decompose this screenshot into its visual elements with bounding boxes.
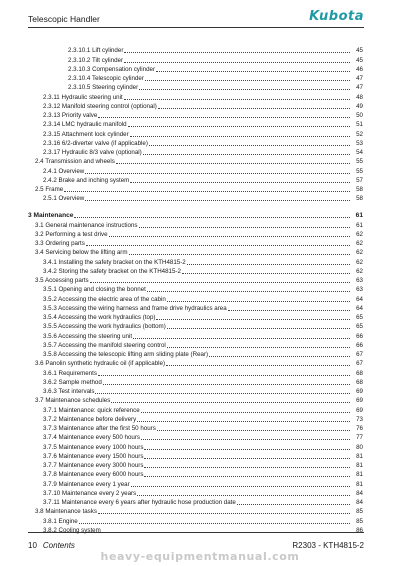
toc-leader-dots: [109, 236, 350, 237]
toc-entry-page: 62: [356, 240, 363, 247]
toc-entry[interactable]: [28, 367, 363, 376]
toc-entry[interactable]: [28, 340, 363, 349]
toc-entry-label: 3.7.4 Maintenance every 500 hours: [43, 434, 140, 442]
footer-section: Contents: [42, 541, 75, 550]
toc-entry-page: 50: [356, 112, 363, 119]
toc-entry-label: 3.7.2 Maintenance before delivery: [43, 415, 137, 423]
toc-leader-dots: [86, 245, 350, 246]
toc-entry-page: 69: [356, 406, 363, 414]
toc-entry[interactable]: [28, 184, 363, 193]
toc-entry[interactable]: [28, 256, 363, 265]
toc-leader-dots: [167, 301, 350, 302]
toc-entry[interactable]: [28, 54, 363, 63]
toc-entry[interactable]: [28, 229, 363, 238]
toc-entry-page: 55: [356, 158, 363, 166]
toc-entry-page: 66: [356, 332, 363, 340]
toc-leader-dots: [166, 365, 350, 366]
toc-entry-label: 2.4.2 Brake and inching system: [43, 176, 130, 184]
toc-entry-page: 62: [356, 258, 363, 266]
toc-leader-dots: [111, 402, 350, 403]
footer-divider: [28, 532, 364, 533]
toc-entry-page: 65: [356, 323, 363, 331]
toc-entry-label: 3.8.1 Engine: [43, 517, 78, 525]
toc-entry-label: 2.3.15 Attachment lock cylinder: [43, 130, 129, 138]
toc-entry-label: 3.7 Maintenance schedules: [35, 397, 111, 405]
toc-entry[interactable]: [28, 91, 363, 100]
toc-leader-dots: [139, 227, 351, 228]
toc-entry-label: 2.3.11 Hydraulic steering unit: [43, 93, 123, 101]
toc-entry[interactable]: [28, 110, 363, 119]
toc-entry-label: 2.3.12 Manifold steering control (optional): [43, 102, 157, 110]
toc-entry[interactable]: [28, 423, 363, 432]
toc-entry[interactable]: [28, 451, 363, 460]
toc-entry-label: 3.6 Panolin synthetic hydraulic oil (if applicable): [35, 360, 166, 368]
toc-entry-page: 86: [356, 526, 363, 534]
toc-entry-label: 3.8 Maintenance tasks: [35, 508, 97, 516]
toc-entry-label: 3.5.1 Opening and closing the bonnet: [43, 286, 146, 294]
toc-entry-page: 68: [356, 369, 363, 377]
toc-entry-page: 84: [356, 489, 363, 497]
toc-entry-page: 67: [356, 360, 363, 368]
toc-entry[interactable]: [28, 202, 363, 219]
toc-leader-dots: [167, 328, 350, 329]
toc-entry-page: 52: [356, 130, 363, 138]
toc-leader-dots: [130, 136, 350, 137]
toc-entry-page: 63: [356, 286, 363, 294]
toc-entry-label: 3.7.5 Maintenance every 1000 hours: [43, 443, 144, 451]
footer-left: [28, 541, 75, 550]
toc-leader-dots: [156, 71, 350, 72]
toc-entry[interactable]: [28, 488, 363, 497]
toc-entry-label: 2.3.17 Hydraulic 8/3 valve (optional): [43, 149, 142, 156]
toc-leader-dots: [133, 338, 350, 339]
toc-entry-label: 2.4.1 Overview: [43, 167, 85, 175]
toc-entry-page: 66: [356, 341, 363, 349]
toc-entry-label: 3.7.8 Maintenance every 6000 hours: [43, 471, 144, 479]
toc-leader-dots: [128, 126, 350, 127]
toc-leader-dots: [182, 273, 350, 274]
toc-entry[interactable]: [28, 497, 363, 506]
toc-entry[interactable]: [28, 377, 363, 386]
watermark: heavy-equipmentmanual.com: [100, 550, 300, 563]
toc-entry[interactable]: [28, 128, 363, 137]
toc-entry-page: 85: [356, 508, 363, 516]
header-title: Telescopic Handler: [28, 14, 100, 24]
toc-entry-page: 62: [356, 249, 363, 257]
toc-entry-page: 81: [356, 452, 363, 460]
toc-leader-dots: [98, 513, 350, 514]
toc-entry-page: 58: [356, 186, 363, 193]
toc-entry[interactable]: [28, 404, 363, 413]
toc-leader-dots: [116, 163, 350, 164]
toc-entry-label: 2.4 Transmission and wheels: [35, 158, 115, 166]
toc-entry-page: 80: [356, 443, 363, 451]
toc-entry[interactable]: [28, 219, 363, 228]
toc-entry-label: 3.5.3 Accessing the wiring harness and frame drive hydraulics area: [43, 304, 227, 312]
footer-doc-code: R2303 - KTH4815-2: [292, 541, 364, 550]
toc-entry-page: 67: [356, 351, 363, 358]
toc-leader-dots: [167, 347, 350, 348]
toc-leader-dots: [158, 108, 350, 109]
toc-entry[interactable]: [28, 321, 363, 330]
toc-entry-label: 3.5.7 Accessing the manifold steering control: [43, 341, 166, 349]
toc-entry-label: 3.6.3 Test intervals: [43, 388, 95, 395]
toc-entry[interactable]: [28, 441, 363, 450]
toc-entry[interactable]: [28, 101, 363, 110]
toc-leader-dots: [228, 310, 350, 311]
toc-entry[interactable]: [28, 395, 363, 404]
toc-entry-page: 69: [356, 388, 363, 395]
toc-entry-page: 76: [356, 425, 363, 432]
toc-entry-label: 3.5.8 Accessing the telescopic lifting arm sliding plate (Rear): [43, 351, 209, 358]
toc-entry[interactable]: [28, 478, 363, 487]
footer-page-number: 10: [28, 541, 37, 550]
toc-entry-label: 2.3.10.4 Telescopic cylinder: [68, 75, 144, 82]
toc-entry[interactable]: [28, 460, 363, 469]
toc-entry[interactable]: [28, 330, 363, 339]
toc-leader-dots: [90, 282, 350, 283]
toc-leader-dots: [137, 495, 350, 496]
toc-leader-dots: [237, 504, 350, 505]
toc-entry-label: 3.8.2 Cooling system: [43, 526, 101, 534]
toc-entry[interactable]: [28, 358, 363, 367]
toc-leader-dots: [130, 182, 350, 183]
toc-entry-label: 3.7.1 Maintenance: quick reference: [43, 406, 140, 414]
toc-entry-label: 3.4.2 Storing the safety bracket on the KTH4815-2: [43, 267, 181, 275]
toc-leader-dots: [209, 356, 350, 357]
toc-entry[interactable]: [28, 64, 363, 73]
toc-entry-label: 3.1 General maintenance instructions: [35, 221, 138, 229]
toc-entry[interactable]: [28, 284, 363, 293]
toc-entry-label: 3.5.6 Accessing the steering unit: [43, 332, 133, 340]
toc-leader-dots: [85, 200, 350, 201]
toc-entry[interactable]: [28, 82, 363, 91]
toc-entry-page: 85: [356, 517, 363, 525]
toc-leader-dots: [98, 117, 350, 118]
toc-leader-dots: [145, 80, 350, 81]
toc-entry[interactable]: [28, 156, 363, 165]
toc-entry-label: 2.5 Frame: [35, 186, 64, 193]
toc-entry-page: 47: [356, 75, 363, 82]
toc-entry-page: 49: [356, 102, 363, 110]
toc-leader-dots: [144, 467, 350, 468]
toc-entry-page: 84: [356, 499, 363, 506]
toc-entry-label: 3.5 Accessing parts: [35, 277, 89, 284]
toc-entry[interactable]: [28, 303, 363, 312]
toc-leader-dots: [131, 486, 350, 487]
toc-leader-dots: [137, 421, 350, 422]
toc-entry[interactable]: [28, 506, 363, 515]
toc-leader-dots: [64, 191, 350, 192]
toc-leader-dots: [156, 319, 350, 320]
toc-entry[interactable]: [28, 165, 363, 174]
toc-entry-label: 2.3.16 6/2-diverter valve (if applicable): [43, 139, 148, 147]
toc-entry[interactable]: [28, 119, 363, 128]
toc-entry-label: 2.3.10.1 Lift cylinder: [68, 47, 124, 55]
toc-entry[interactable]: [28, 275, 363, 284]
toc-entry-page: 64: [356, 304, 363, 312]
toc-leader-dots: [98, 375, 350, 376]
toc-entry-label: 3.7.7 Maintenance every 3000 hours: [43, 462, 144, 469]
toc-leader-dots: [187, 264, 350, 265]
toc-entry[interactable]: [28, 312, 363, 321]
toc-entry-page: 58: [356, 195, 363, 203]
toc-entry-label: 2.3.10.3 Compensation cylinder: [68, 65, 156, 73]
toc-leader-dots: [103, 384, 350, 385]
toc-entry-label: 3.7.10 Maintenance every 2 years: [43, 489, 137, 497]
toc-entry-label: 2.3.13 Priority valve: [43, 112, 98, 119]
toc-entry-page: 62: [356, 267, 363, 275]
toc-leader-dots: [74, 217, 350, 218]
toc-entry-page: 77: [356, 434, 363, 442]
toc-entry[interactable]: [28, 515, 363, 524]
toc-entry[interactable]: [28, 238, 363, 247]
toc-entry-page: 69: [356, 397, 363, 405]
toc-entry-page: 61: [355, 212, 363, 220]
toc-leader-dots: [124, 52, 350, 53]
toc-entry-page: 65: [356, 314, 363, 321]
toc-entry-label: 3.5.2 Accessing the electric area of the cabin: [43, 295, 166, 303]
toc-entry-label: 3 Maintenance: [28, 212, 74, 220]
toc-entry[interactable]: [28, 293, 363, 302]
toc-entry-label: 2.3.14 LMC hydraulic manifold: [43, 121, 127, 129]
toc-entry[interactable]: [28, 45, 363, 54]
toc-entry[interactable]: [28, 193, 363, 202]
toc-leader-dots: [143, 154, 350, 155]
toc-leader-dots: [149, 145, 350, 146]
toc-entry-label: 3.7.3 Maintenance after the first 50 hours: [43, 425, 156, 432]
toc-entry-page: 61: [356, 221, 363, 229]
toc-entry-page: 57: [356, 176, 363, 184]
toc-entry-label: 3.7.6 Maintenance every 1500 hours: [43, 452, 144, 460]
toc-leader-dots: [85, 173, 350, 174]
toc-entry-page: 46: [356, 65, 363, 73]
toc-entry-page: 47: [356, 84, 363, 92]
toc-entry-label: 2.5.1 Overview: [43, 195, 85, 203]
toc-leader-dots: [141, 439, 350, 440]
toc-entry-page: 45: [356, 56, 363, 64]
toc-leader-dots: [144, 476, 350, 477]
toc-entry-label: 3.6.1 Requirements: [43, 369, 97, 377]
toc-entry-label: 3.5.4 Accessing the work hydraulics (top): [43, 314, 156, 321]
toc-entry-page: 51: [356, 121, 363, 129]
toc-leader-dots: [144, 458, 350, 459]
toc-entry-label: 3.7.11 Maintenance every 6 years after hydraulic hose production date: [43, 499, 236, 506]
toc-entry[interactable]: [28, 147, 363, 156]
toc-entry-page: 73: [356, 415, 363, 423]
toc-entry-label: 2.3.10.5 Steering cylinder: [68, 84, 139, 92]
toc-entry-label: 3.6.2 Sample method: [43, 378, 102, 386]
toc-entry-page: 53: [356, 139, 363, 147]
toc-entry[interactable]: [28, 349, 363, 358]
toc-entry-page: 68: [356, 378, 363, 386]
toc-leader-dots: [95, 393, 350, 394]
table-of-contents: [28, 45, 363, 534]
kubota-logo: Kubota: [309, 9, 364, 24]
toc-entry-label: 3.4 Servicing below the lifting arm: [35, 249, 128, 257]
toc-entry[interactable]: [28, 432, 363, 441]
toc-leader-dots: [129, 254, 350, 255]
toc-leader-dots: [144, 449, 350, 450]
toc-entry-label: 3.2 Performing a test drive: [35, 230, 108, 238]
toc-entry[interactable]: [28, 73, 363, 82]
toc-entry[interactable]: [28, 247, 363, 256]
toc-entry-label: 3.7.9 Maintenance every 1 year: [43, 480, 130, 488]
toc-leader-dots: [124, 62, 350, 63]
toc-entry[interactable]: [28, 138, 363, 147]
toc-entry-page: 45: [356, 47, 363, 55]
toc-leader-dots: [147, 291, 350, 292]
toc-entry[interactable]: [28, 266, 363, 275]
toc-entry-label: 3.5.5 Accessing the work hydraulics (bottom): [43, 323, 166, 331]
toc-entry-page: 63: [356, 277, 363, 284]
toc-entry-page: 62: [356, 230, 363, 238]
toc-leader-dots: [79, 523, 350, 524]
toc-entry-page: 81: [356, 462, 363, 469]
toc-entry-page: 54: [356, 149, 363, 156]
toc-entry[interactable]: [28, 386, 363, 395]
toc-entry[interactable]: [28, 469, 363, 478]
toc-entry[interactable]: [28, 414, 363, 423]
toc-entry[interactable]: [28, 175, 363, 184]
toc-leader-dots: [141, 412, 350, 413]
toc-entry-page: 48: [356, 93, 363, 101]
toc-entry-page: 81: [356, 471, 363, 479]
toc-entry-label: 3.4.1 Installing the safety bracket on the KTH4815-2: [43, 258, 186, 266]
header-divider: [28, 27, 364, 28]
toc-entry-label: 3.3 Ordering parts: [35, 240, 85, 247]
toc-leader-dots: [124, 99, 350, 100]
toc-leader-dots: [139, 89, 350, 90]
toc-leader-dots: [157, 430, 350, 431]
toc-entry-label: 2.3.10.2 Tilt cylinder: [68, 56, 124, 64]
toc-entry-page: 64: [356, 295, 363, 303]
toc-entry-page: 81: [356, 480, 363, 488]
toc-entry-page: 55: [356, 167, 363, 175]
